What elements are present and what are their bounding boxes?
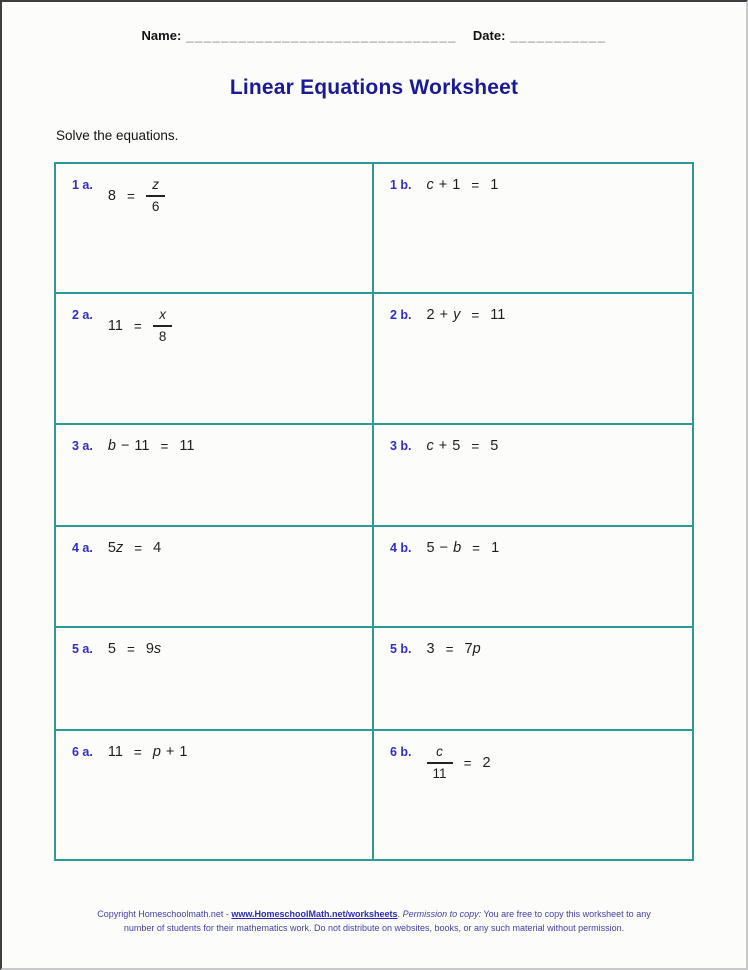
operator: + [438, 177, 448, 193]
footer-permission-text: You are free to copy this worksheet to any number of students for their mathematics work. Do not distribute on websites, books, or any such material without permission. [123, 909, 651, 934]
equals-sign: = [134, 540, 143, 556]
fraction [146, 177, 166, 215]
variable: s [153, 641, 162, 657]
problem-cell-4b [374, 527, 692, 626]
problem-cell-1b [374, 164, 692, 292]
equation [427, 177, 499, 193]
problem-row [56, 164, 692, 292]
footer-after-link: . [397, 909, 403, 919]
operator: + [165, 744, 175, 760]
number: 11 [179, 438, 195, 454]
variable: p [472, 641, 481, 657]
number: 5 [107, 641, 116, 657]
number: 2 [426, 307, 435, 323]
problem-cell-5a [56, 628, 374, 729]
fraction-denominator: 8 [158, 329, 167, 345]
equation [427, 641, 481, 657]
number: 4 [153, 540, 162, 556]
footer-copyright-text: Copyright Homeschoolmath.net - [97, 909, 232, 919]
problem-cell-2b [374, 294, 692, 423]
variable: b [107, 438, 116, 454]
fraction-numerator: z [152, 177, 159, 192]
equation [108, 744, 188, 760]
operator: + [438, 438, 448, 454]
name-date-row [2, 2, 746, 43]
equation [108, 307, 172, 345]
number: 1 [490, 177, 499, 193]
problem-cell-2a [56, 294, 374, 423]
page-title: Linear Equations Worksheet [229, 76, 519, 99]
problem-row [56, 525, 692, 626]
number: 11 [490, 307, 506, 323]
number: 8 [107, 188, 116, 205]
fraction-bar [153, 325, 173, 327]
number: 2 [482, 755, 491, 772]
name-blank-line: _______________________________ [186, 28, 457, 43]
problem-row [56, 292, 692, 423]
date-label: Date: [472, 28, 506, 43]
number: 5 [107, 540, 116, 556]
problem-label: 2 a. [72, 308, 93, 322]
equals-sign: = [471, 307, 480, 323]
fraction [427, 744, 453, 782]
equals-sign: = [133, 318, 142, 334]
number: 11 [107, 744, 123, 760]
problem-label: 3 a. [72, 439, 93, 453]
number: 11 [107, 318, 123, 335]
variable: c [426, 438, 434, 454]
equation [427, 540, 500, 556]
problem-cell-4a [56, 527, 374, 626]
variable: c [426, 177, 434, 193]
equals-sign: = [126, 188, 135, 204]
problem-cell-3a [56, 425, 374, 525]
problem-label: 4 a. [72, 541, 93, 555]
equation [108, 177, 165, 215]
problem-cell-6b [374, 731, 692, 859]
fraction-bar [427, 762, 453, 764]
instruction-text: Solve the equations. [56, 128, 179, 143]
problem-label: 5 b. [390, 642, 412, 656]
footer-permission-label: Permission to copy: [402, 909, 482, 919]
fraction-denominator: 6 [151, 199, 160, 215]
equation [108, 641, 161, 657]
problem-label: 3 b. [390, 439, 412, 453]
problem-label: 5 a. [72, 642, 93, 656]
number: 5 [490, 438, 499, 454]
equals-sign: = [472, 540, 481, 556]
problems-grid [54, 162, 694, 861]
fraction-numerator: c [436, 744, 443, 759]
problem-cell-3b [374, 425, 692, 525]
equation [108, 438, 195, 454]
variable: z [115, 540, 124, 556]
number: 1 [179, 744, 188, 760]
footer-worksheets-link[interactable]: www.HomeschoolMath.net/worksheets [231, 909, 398, 919]
fraction-numerator: x [159, 307, 166, 322]
problem-cell-1a [56, 164, 374, 292]
variable: p [152, 744, 161, 760]
equals-sign: = [471, 438, 480, 454]
equals-sign: = [463, 755, 472, 771]
date-blank-line: ___________ [510, 28, 607, 43]
problem-label: 6 a. [72, 745, 93, 759]
equals-sign: = [471, 177, 480, 193]
problem-label: 6 b. [390, 745, 412, 759]
operator: + [439, 307, 449, 323]
equation [427, 307, 506, 323]
equals-sign: = [133, 744, 142, 760]
footer-text [83, 907, 665, 936]
equals-sign: = [126, 641, 135, 657]
problem-row [56, 626, 692, 729]
equals-sign: = [160, 438, 169, 454]
fraction-bar [146, 195, 166, 197]
problem-row [56, 423, 692, 525]
number: 11 [134, 438, 150, 454]
equation [427, 438, 499, 454]
problem-cell-6a [56, 731, 374, 859]
name-label: Name: [141, 28, 182, 43]
operator: − [120, 438, 130, 454]
number: 5 [426, 540, 435, 556]
number: 9 [145, 641, 154, 657]
equals-sign: = [445, 641, 454, 657]
fraction-denominator: 11 [432, 766, 447, 782]
problem-label: 2 b. [390, 308, 412, 322]
problem-cell-5b [374, 628, 692, 729]
number: 5 [452, 438, 461, 454]
number: 7 [464, 641, 473, 657]
number: 1 [452, 177, 461, 193]
problem-label: 1 b. [390, 178, 412, 192]
variable: y [453, 307, 461, 323]
number: 1 [491, 540, 500, 556]
problem-label: 1 a. [72, 178, 93, 192]
equation [108, 540, 161, 556]
operator: − [439, 540, 449, 556]
problem-label: 4 b. [390, 541, 412, 555]
number: 3 [426, 641, 435, 657]
equation [427, 744, 491, 782]
problem-row [56, 729, 692, 859]
variable: b [453, 540, 462, 556]
fraction [153, 307, 173, 345]
